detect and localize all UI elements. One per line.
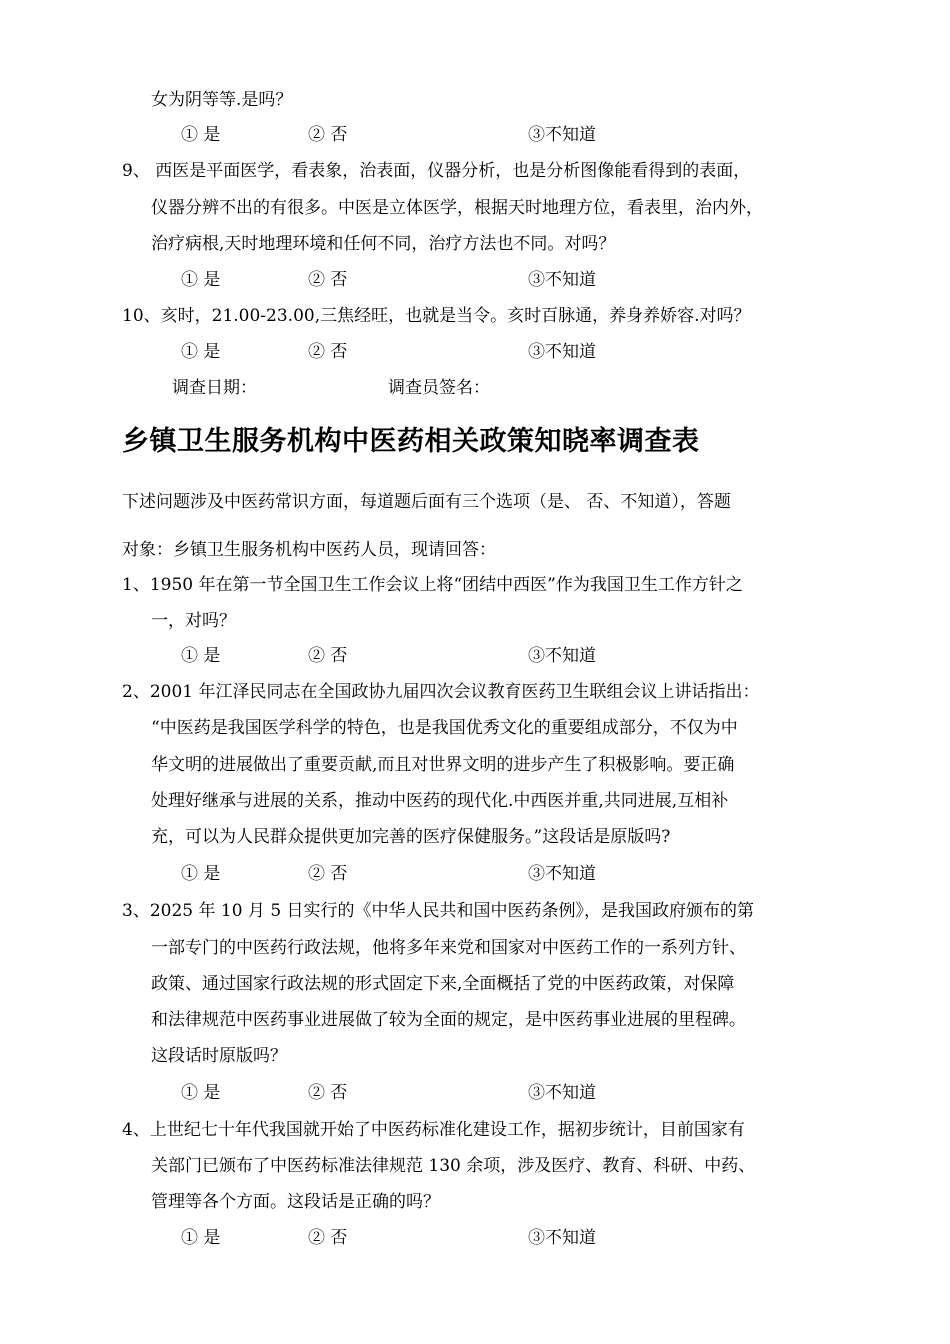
option-yes[interactable]: ① 是 (181, 1228, 221, 1248)
option-yes[interactable]: ① 是 (181, 270, 221, 290)
question-text: “中医药是我国医学科学的特色，也是我国优秀文化的重要组成部分，不仅为中 (151, 718, 738, 738)
question-text: 管理等各个方面。这段话是正确的吗？ (151, 1192, 440, 1212)
question-text: 9、 西医是平面医学，看表象，治表面，仪器分析，也是分析图像能看得到的表面， (122, 161, 751, 181)
question-text: 仪器分辨不出的有很多。中医是立体医学，根据天时地理方位，看表里，治内外， (151, 198, 763, 218)
intro-text: 下述问题涉及中医药常识方面，每道题后面有三个选项（是、 否、不知道），答题 (122, 492, 731, 512)
option-unknown[interactable]: ③不知道 (528, 864, 596, 884)
option-no[interactable]: ② 否 (308, 646, 348, 666)
question-text: 处理好继承与进展的关系，推动中医药的现代化.中西医并重,共同进展,互相补 (151, 791, 729, 811)
question-text: 1、1950 年在第一节全国卫生工作会议上将“团结中西医”作为我国卫生工作方针之 (122, 575, 743, 595)
option-unknown[interactable]: ③不知道 (528, 270, 596, 290)
option-yes[interactable]: ① 是 (181, 864, 221, 884)
option-no[interactable]: ② 否 (308, 864, 348, 884)
question-text: 治疗病根,天时地理环境和任何不同，治疗方法也不同。对吗？ (151, 234, 616, 254)
option-no[interactable]: ② 否 (308, 1228, 348, 1248)
question-8-tail: 女为阴等等.是吗？ (151, 90, 293, 110)
intro-text: 对象：乡镇卫生服务机构中医药人员，现请回答： (122, 540, 496, 560)
question-text: 4、上世纪七十年代我国就开始了中医药标准化建设工作，据初步统计，目前国家有 (122, 1120, 745, 1140)
option-unknown[interactable]: ③不知道 (528, 1228, 596, 1248)
question-text: 关部门已颁布了中医药标准法律规范 130 余项，涉及医疗、教育、科研、中药、 (151, 1156, 756, 1176)
option-yes[interactable]: ① 是 (181, 125, 221, 145)
option-yes[interactable]: ① 是 (181, 342, 221, 362)
option-no[interactable]: ② 否 (308, 270, 348, 290)
question-text: 10、亥时，21.00-23.00,三焦经旺，也就是当令。亥时百脉通，养身养娇容.对吗？ (122, 306, 751, 326)
question-text: 这段话时原版吗？ (151, 1046, 287, 1066)
question-text: 和法律规范中医药事业进展做了较为全面的规定，是中医药事业进展的里程碑。 (151, 1010, 746, 1030)
option-unknown[interactable]: ③不知道 (528, 1083, 596, 1103)
option-no[interactable]: ② 否 (308, 342, 348, 362)
question-text: 华文明的进展做出了重要贡献,而且对世界文明的进步产生了积极影响。要正确 (151, 755, 735, 775)
option-yes[interactable]: ① 是 (181, 646, 221, 666)
surveyor-signature-label: 调查员签名： (388, 378, 490, 398)
option-yes[interactable]: ① 是 (181, 1083, 221, 1103)
question-text: 3、2025 年 10 月 5 日实行的《中华人民共和国中医药条例》，是我国政府颁布的第 (122, 901, 755, 921)
option-unknown[interactable]: ③不知道 (528, 646, 596, 666)
option-unknown[interactable]: ③不知道 (528, 342, 596, 362)
question-text: 一，对吗？ (151, 611, 236, 631)
question-text: 充，可以为人民群众提供更加完善的医疗保健服务。”这段话是原版吗? (151, 827, 671, 847)
question-text: 一部专门的中医药行政法规，他将多年来党和国家对中医药工作的一系列方针、 (151, 938, 746, 958)
page-title: 乡镇卫生服务机构中医药相关政策知晓率调查表 (122, 426, 700, 457)
option-unknown[interactable]: ③不知道 (528, 125, 596, 145)
option-no[interactable]: ② 否 (308, 1083, 348, 1103)
option-no[interactable]: ② 否 (308, 125, 348, 145)
question-text: 2、2001 年江泽民同志在全国政协九届四次会议教育医药卫生联组会议上讲话指出： (122, 682, 760, 702)
survey-date-label: 调查日期： (172, 378, 257, 398)
question-text: 政策、通过国家行政法规的形式固定下来,全面概括了党的中医药政策，对保障 (151, 974, 735, 994)
